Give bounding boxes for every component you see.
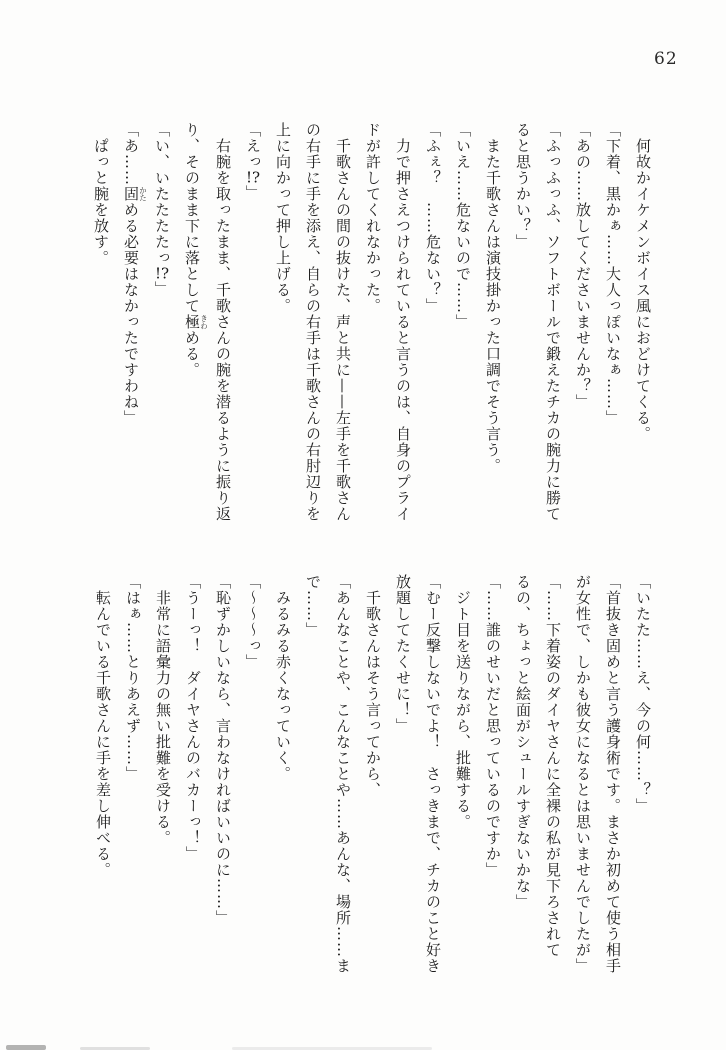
text-line: 右腕を取ったまま、千歌さんの腕を潜るように振り返 bbox=[214, 138, 232, 522]
text-line: 「首抜き固めと言う護身術です。まさか初めて使う相手 bbox=[604, 574, 622, 974]
text-line: ジト目を送りながら、批難する。 bbox=[454, 590, 472, 830]
text-line: 「むー反撃しないでよ！ さっきまで、チカのこと好き bbox=[424, 574, 442, 974]
text-line: 「あ……固かためる必要はなかったですわね」 bbox=[122, 122, 148, 426]
text-line: 放題してたくせに！」 bbox=[394, 574, 412, 734]
text-line: 「いたた……え、今の何……？」 bbox=[634, 574, 652, 814]
scan-smudge bbox=[6, 1045, 46, 1050]
text-line: 「あんなことや、こんなことや……あんな、場所……ま bbox=[334, 574, 352, 974]
text-line: ると思うかい？」 bbox=[514, 122, 532, 250]
text-line: 何故かイケメンボイス風におどけてくる。 bbox=[634, 138, 652, 442]
text-line: 「……下着姿のダイヤさんに全裸の私が見下ろされて bbox=[544, 574, 562, 958]
bottom-text-block bbox=[88, 574, 658, 992]
text-line: で……」 bbox=[304, 574, 322, 638]
text-line: ドが許してくれなかった。 bbox=[364, 122, 382, 314]
top-text-block bbox=[88, 122, 658, 540]
text-line: 力で押さえつけられていると言うのは、自身のプライ bbox=[394, 138, 412, 522]
text-line: また千歌さんは演技掛かった口調でそう言う。 bbox=[484, 138, 502, 474]
text-line: り、そのまま下に落として極きわめる。 bbox=[183, 122, 209, 378]
text-line: 「ふっふっふ、ソフトボールで鍛えたチカの腕力に勝て bbox=[544, 122, 562, 522]
text-line: が女性で、しかも彼女になるとは思いませんでしたが」 bbox=[574, 574, 592, 974]
text-line: 上に向かって押し上げる。 bbox=[274, 122, 292, 314]
text-line: 「はぁ……とりあえず……」 bbox=[124, 574, 142, 782]
text-line: 「恥ずかしいなら、言わなければいいのに……」 bbox=[214, 574, 232, 926]
text-line: 「……誰のせいだと思っているのですか」 bbox=[484, 574, 502, 878]
text-line: 「うーっ！ ダイヤさんのバカーっ！」 bbox=[184, 574, 202, 862]
text-line: 「いえ……危ないので……」 bbox=[454, 122, 472, 330]
text-line: 千歌さんの間の抜けた、声と共に——左手を千歌さん bbox=[334, 138, 352, 522]
text-line: 「ふぇ？ ……危ない？」 bbox=[424, 122, 442, 314]
text-line: ぱっと腕を放す。 bbox=[92, 138, 110, 266]
text-line: るの、ちょっと絵面がシュールすぎないかな」 bbox=[514, 574, 532, 910]
text-line: 「えっ!?」 bbox=[244, 122, 262, 201]
text-line: 「い、いたたたたっ!?」 bbox=[153, 122, 171, 297]
page-number: 62 bbox=[654, 49, 678, 69]
text-line: の右手に手を添え、自らの右手は千歌さんの右肘辺りを bbox=[304, 122, 322, 522]
text-line: 「〜〜〜っ」 bbox=[244, 574, 262, 670]
text-line: 「下着、黒かぁ……大人っぽいなぁ……」 bbox=[604, 122, 622, 426]
text-line: 千歌さんはそう言ってから、 bbox=[364, 590, 382, 798]
text-line: 転んでいる千歌さんに手を差し伸べる。 bbox=[94, 590, 112, 878]
text-line: みるみる赤くなっていく。 bbox=[274, 590, 292, 782]
text-line: 非常に語彙力の無い批難を受ける。 bbox=[154, 590, 172, 846]
text-line: 「あの……放してくださいませんか？」 bbox=[574, 122, 592, 410]
